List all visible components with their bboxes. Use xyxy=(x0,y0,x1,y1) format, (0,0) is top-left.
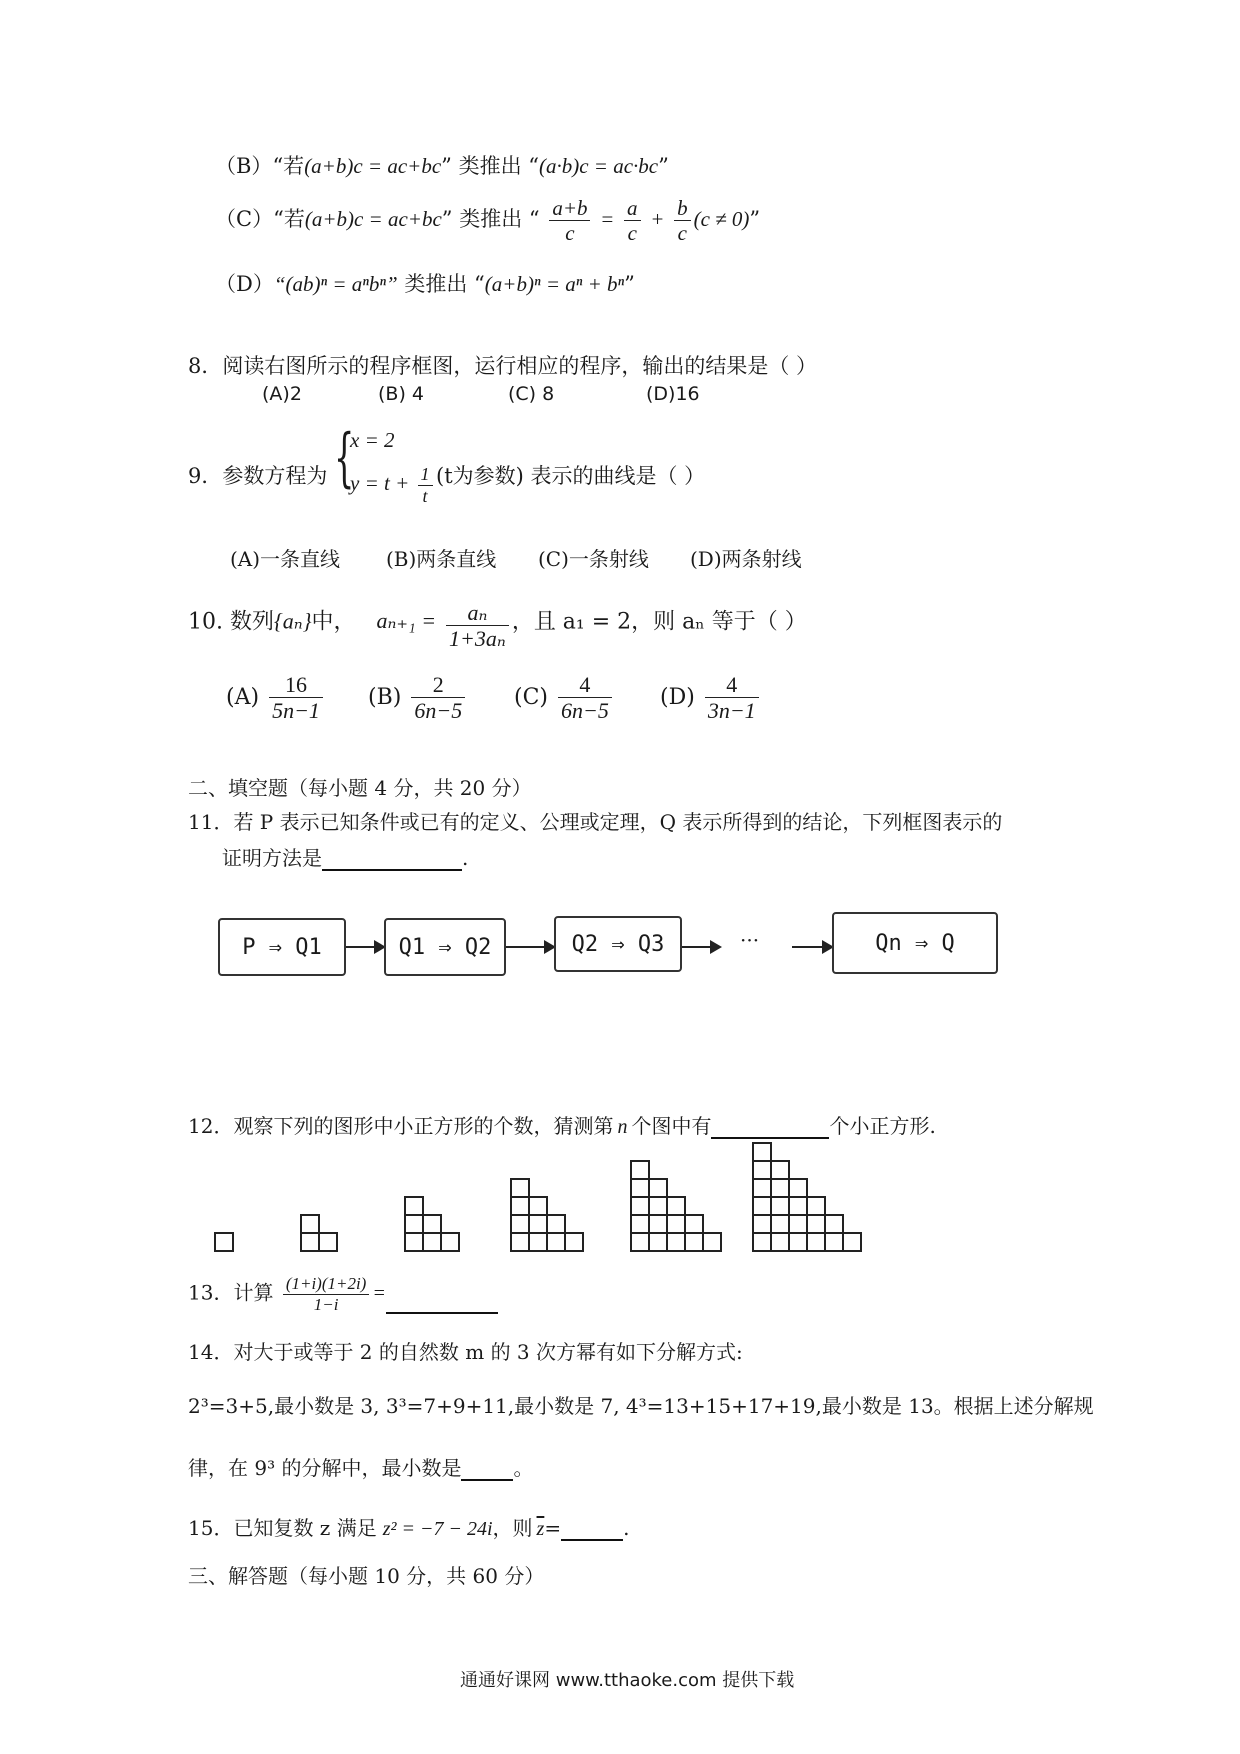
small-square xyxy=(404,1196,424,1216)
small-square xyxy=(404,1214,424,1234)
formula: (a+b)c = ac+bc xyxy=(304,207,442,232)
arrow-icon xyxy=(346,946,384,948)
formula: (a+b)c = ac+bc xyxy=(304,154,442,178)
small-square xyxy=(752,1232,772,1252)
plus: + xyxy=(650,207,665,232)
answer-blank[interactable] xyxy=(561,1539,623,1541)
small-square xyxy=(666,1196,686,1216)
small-square xyxy=(666,1214,686,1234)
small-square xyxy=(630,1232,650,1252)
small-square xyxy=(684,1214,704,1234)
small-square xyxy=(546,1214,566,1234)
q12-stem xyxy=(188,1110,936,1139)
small-square xyxy=(702,1232,722,1252)
numerator: 4 xyxy=(705,672,759,698)
fraction xyxy=(418,464,433,506)
small-square xyxy=(752,1196,772,1216)
fraction xyxy=(624,196,641,245)
q9-option-d: (D)两条射线 xyxy=(690,547,802,571)
denominator: 6n−5 xyxy=(561,698,609,724)
small-square xyxy=(770,1196,790,1216)
equals: = xyxy=(544,1516,562,1540)
small-square xyxy=(648,1214,668,1234)
q14-line1: 14．对大于或等于 2 的自然数 m 的 3 次方幂有如下分解方式: xyxy=(188,1340,743,1364)
numerator: a+b xyxy=(549,196,590,221)
text: ” 类推出 “ xyxy=(441,207,540,232)
small-square xyxy=(770,1178,790,1198)
denominator: 3n−1 xyxy=(707,698,756,724)
q10-option-c xyxy=(514,672,615,724)
small-square xyxy=(422,1214,442,1234)
fraction xyxy=(446,600,509,652)
text: . xyxy=(623,1516,630,1540)
small-square xyxy=(788,1214,808,1234)
text: ” xyxy=(749,207,761,232)
answer-blank[interactable] xyxy=(461,1479,513,1481)
q7-option-b xyxy=(215,150,669,180)
numerator: (1+i)(1+2i) xyxy=(283,1274,370,1295)
small-square xyxy=(510,1214,530,1234)
small-square xyxy=(440,1232,460,1252)
small-square xyxy=(824,1232,844,1252)
small-square xyxy=(806,1214,826,1234)
text: “若 xyxy=(272,154,305,178)
variable: n xyxy=(617,1116,628,1138)
small-square xyxy=(684,1232,704,1252)
text: 证明方法是 xyxy=(222,846,322,870)
q9-prefix: 9．参数方程为 xyxy=(188,464,328,488)
small-square xyxy=(422,1232,442,1252)
fraction xyxy=(705,672,759,724)
formula: (a+b)ⁿ = aⁿ + bⁿ xyxy=(484,272,625,296)
option-label: （D） xyxy=(215,272,274,296)
numerator: 16 xyxy=(269,672,323,698)
flow-box-1: P ⇒ Q1 xyxy=(218,918,346,976)
option-label: (C) xyxy=(514,684,548,710)
small-square xyxy=(300,1232,320,1252)
text: “若 xyxy=(273,207,305,232)
flow-box-3: Q2 ⇒ Q3 xyxy=(554,916,682,972)
small-square xyxy=(528,1196,548,1216)
small-square xyxy=(752,1160,772,1180)
text: ，则 xyxy=(492,1516,533,1540)
small-square xyxy=(806,1196,826,1216)
answer-blank[interactable] xyxy=(322,869,462,871)
small-square xyxy=(788,1196,808,1216)
text: 13．计算 xyxy=(188,1280,274,1305)
arrow-icon xyxy=(792,946,832,948)
small-square xyxy=(788,1178,808,1198)
small-square xyxy=(666,1232,686,1252)
option-label: （B） xyxy=(215,154,273,178)
q14-line2: 2³=3+5,最小数是 3, 3³=7+9+11,最小数是 7, 4³=13+15+17+19,最小数是 13。根据上述分解规 xyxy=(188,1394,1094,1418)
small-square xyxy=(528,1232,548,1252)
answer-blank[interactable] xyxy=(711,1137,829,1139)
small-square xyxy=(824,1214,844,1234)
ellipsis: ··· xyxy=(740,928,760,952)
z-conjugate: $\overline{z}$ xyxy=(536,1518,545,1540)
q13 xyxy=(188,1274,498,1314)
numerator: 1 xyxy=(418,464,433,486)
option-label: (D) xyxy=(660,684,695,710)
small-square xyxy=(770,1160,790,1180)
q10-option-a xyxy=(226,672,326,724)
numerator: 4 xyxy=(558,672,612,698)
small-square xyxy=(564,1232,584,1252)
formula: z² = −7 − 24i xyxy=(382,1518,493,1540)
small-square xyxy=(528,1214,548,1234)
denominator: 1+3aₙ xyxy=(449,626,506,652)
text: 15．已知复数 z 满足 xyxy=(188,1516,377,1540)
denominator: t xyxy=(422,485,428,506)
small-square xyxy=(752,1214,772,1234)
small-square xyxy=(510,1178,530,1198)
text: . xyxy=(462,846,469,870)
q10-option-d xyxy=(660,672,762,724)
small-square xyxy=(510,1196,530,1216)
equals: = xyxy=(372,1282,386,1305)
q7-option-c xyxy=(215,196,760,245)
small-square xyxy=(648,1196,668,1216)
text: 12．观察下列的图形中小正方形的个数，猜测第 xyxy=(188,1114,614,1138)
q10-option-b xyxy=(368,672,468,724)
left-brace: { xyxy=(334,421,355,495)
text: 律，在 9³ 的分解中，最小数是 xyxy=(188,1456,462,1480)
q11-line1: 11．若 P 表示已知条件或已有的定义、公理或定理，Q 表示所得到的结论，下列框图表示的 xyxy=(188,810,1003,834)
small-square xyxy=(806,1232,826,1252)
numerator: aₙ xyxy=(446,600,509,626)
option-label: （C） xyxy=(215,207,274,232)
text: 类推出 “ xyxy=(397,272,485,296)
small-square xyxy=(510,1232,530,1252)
q9-option-c: (C)一条射线 xyxy=(538,547,649,571)
q14-line3 xyxy=(188,1452,533,1481)
denominator: c xyxy=(677,221,687,246)
text: 10. 数列 xyxy=(188,609,274,635)
numerator: 2 xyxy=(411,672,465,698)
arrow-icon xyxy=(682,946,720,948)
formula: “(ab)ⁿ = aⁿbⁿ” xyxy=(273,272,398,296)
numerator: b xyxy=(674,196,691,221)
small-square xyxy=(770,1232,790,1252)
numerator: a xyxy=(624,196,641,221)
denominator: 5n−1 xyxy=(272,698,320,724)
text: 。 xyxy=(513,1456,534,1480)
q9-line2 xyxy=(350,464,436,506)
q8-option-b: (B) 4 xyxy=(378,383,424,405)
text: 个小正方形. xyxy=(829,1114,936,1138)
text: ” xyxy=(658,154,669,178)
formula: aₙ₊₁ = xyxy=(376,608,437,634)
q8-option-d: (D)16 xyxy=(646,383,700,405)
section-heading: 二、填空题（每小题 4 分，共 20 分） xyxy=(188,776,532,800)
small-square xyxy=(300,1214,320,1234)
small-square xyxy=(630,1160,650,1180)
flow-box-2: Q1 ⇒ Q2 xyxy=(384,918,506,976)
small-square xyxy=(546,1232,566,1252)
formula: (a·b)c = ac·bc xyxy=(538,154,659,178)
fraction xyxy=(674,196,691,245)
q8-option-c: (C) 8 xyxy=(508,383,555,405)
small-square xyxy=(404,1232,424,1252)
small-square xyxy=(630,1178,650,1198)
q8-option-a: (A)2 xyxy=(262,383,302,405)
denominator: c xyxy=(565,221,575,246)
fraction xyxy=(269,672,323,724)
text: ” 类推出 “ xyxy=(441,154,539,178)
answer-blank[interactable] xyxy=(386,1312,498,1314)
fraction xyxy=(549,196,590,245)
small-square xyxy=(842,1232,862,1252)
text: 中， xyxy=(311,609,356,635)
equals: = xyxy=(600,207,615,232)
section-heading: 三、解答题（每小题 10 分，共 60 分） xyxy=(188,1564,545,1588)
option-label: (B) xyxy=(368,684,402,710)
small-square xyxy=(752,1178,772,1198)
small-square xyxy=(318,1232,338,1252)
denominator: c xyxy=(627,221,637,246)
q10-stem xyxy=(188,600,807,652)
arrow-icon xyxy=(506,946,554,948)
q9-option-b: (B)两条直线 xyxy=(386,547,497,571)
small-square xyxy=(630,1196,650,1216)
q8-stem: 8．阅读右图所示的程序框图，运行相应的程序，输出的结果是（ ） xyxy=(188,354,818,378)
q11-line2 xyxy=(222,842,468,871)
sequence: {aₙ} xyxy=(273,608,312,634)
condition: ，且 a₁ = 2，则 aₙ 等于（ ） xyxy=(511,609,807,635)
q9-line1: x = 2 xyxy=(350,428,395,452)
denominator: 6n−5 xyxy=(414,698,463,724)
small-square xyxy=(630,1214,650,1234)
denominator: 1−i xyxy=(313,1294,339,1314)
small-square xyxy=(752,1142,772,1162)
text: ” xyxy=(624,272,635,296)
q15 xyxy=(188,1512,629,1541)
footer-text: 通通好课网 www.tthaoke.com 提供下载 xyxy=(460,1670,795,1691)
small-square xyxy=(648,1232,668,1252)
q7-option-d xyxy=(215,268,635,298)
small-square xyxy=(770,1214,790,1234)
option-label: (A) xyxy=(226,684,260,710)
q9-suffix: (t为参数) 表示的曲线是（ ） xyxy=(436,464,706,488)
q9-option-a: (A)一条直线 xyxy=(230,547,341,571)
fraction xyxy=(558,672,612,724)
small-square xyxy=(788,1232,808,1252)
text: y = t + xyxy=(350,471,410,495)
fraction xyxy=(283,1274,370,1314)
text: 个图中有 xyxy=(631,1114,712,1138)
fraction xyxy=(411,672,465,724)
small-square xyxy=(214,1232,234,1252)
small-square xyxy=(648,1178,668,1198)
flow-box-4: Qn ⇒ Q xyxy=(832,912,998,974)
condition: (c ≠ 0) xyxy=(693,207,750,232)
